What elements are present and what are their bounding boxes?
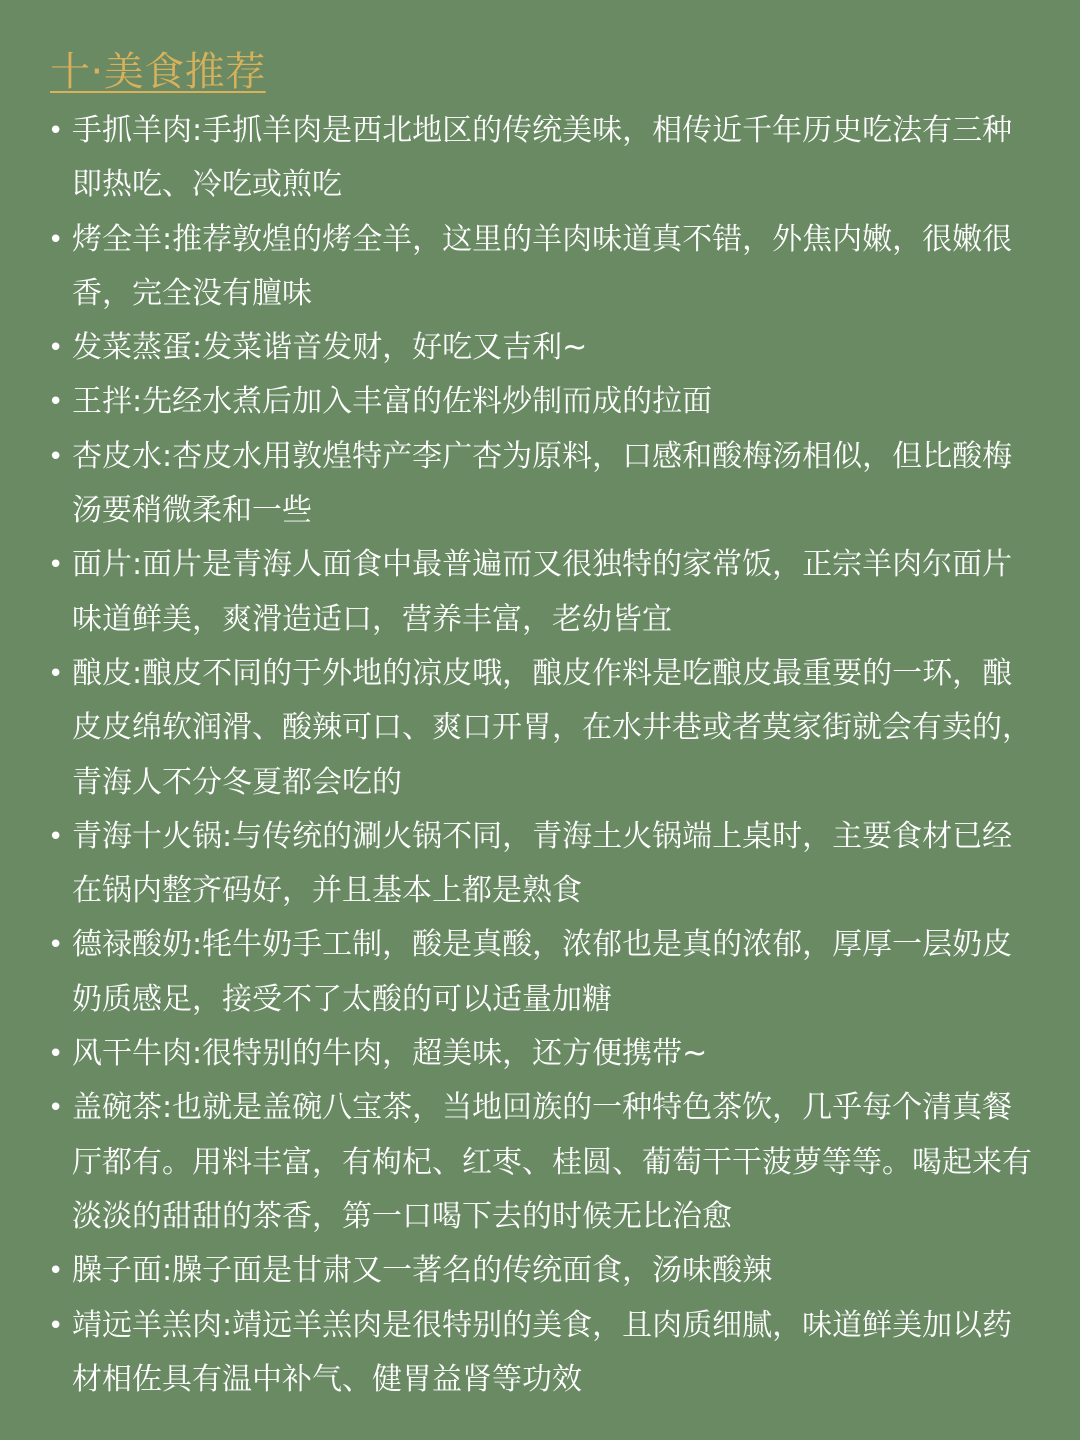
list-item	[48, 1081, 1040, 1244]
list-item-text: 面片:面片是青海人面食中最普遍而又很独特的家常饭，正宗羊肉尔面片味道鲜美，爽滑造适口，营养丰富，老幼皆宜	[72, 547, 1013, 637]
list-item	[48, 321, 1040, 375]
bullet-icon: •	[48, 1093, 64, 1124]
list-item-text: 手抓羊肉:手抓羊肉是西北地区的传统美味，相传近千年历史吃法有三种即热吃、冷吃或煎吃	[72, 113, 1013, 203]
list-item-text: 靖远羊羔肉:靖远羊羔肉是很特别的美食，且肉质细腻，味道鲜美加以药材相佐具有温中补气、健胃益肾等功效	[72, 1307, 1013, 1397]
list-item-text: 烤全羊:推荐敦煌的烤全羊，这里的羊肉味道真不错，外焦内嫩，很嫩很香，完全没有膻味	[72, 221, 1013, 311]
list-item	[48, 647, 1040, 810]
bullet-icon: •	[48, 930, 64, 961]
list-item-text: 盖碗茶:也就是盖碗八宝茶，当地回族的一种特色茶饮，几乎每个清真餐厅都有。用料丰富，有枸杞、红枣、桂圆、葡萄干干菠萝等等。喝起来有淡淡的甜甜的茶香，第一口喝下去的时候无比治愈	[72, 1090, 1032, 1234]
bullet-icon: •	[48, 1256, 64, 1287]
list-item	[48, 375, 1040, 429]
list-item-text: 臊子面:臊子面是甘肃又一著名的传统面食，汤味酸辣	[72, 1253, 773, 1289]
list-item-text: 王拌:先经水煮后加入丰富的佐料炒制而成的拉面	[72, 384, 713, 420]
bullet-icon: •	[48, 441, 64, 472]
list-item-text: 杏皮水:杏皮水用敦煌特产李广杏为原料，口感和酸梅汤相似，但比酸梅汤要稍微柔和一些	[72, 438, 1013, 529]
bullet-icon: •	[48, 1310, 64, 1341]
list-item-text: 酿皮:酿皮不同的于外地的凉皮哦，酿皮作料是吃酿皮最重要的一环，酿皮皮绵软润滑、酸辣可口、爽口开胃，在水井巷或者莫家街就会有卖的，青海人不分冬夏都会吃的	[72, 655, 1032, 800]
list-item	[48, 213, 1040, 322]
list-item	[48, 810, 1040, 919]
bullet-icon: •	[48, 550, 64, 581]
list-item	[48, 918, 1040, 1027]
bullet-icon: •	[48, 1039, 64, 1070]
list-item	[48, 430, 1040, 539]
bullet-icon: •	[48, 821, 64, 852]
list-item	[48, 1027, 1040, 1081]
list-item-text: 青海十火锅:与传统的涮火锅不同，青海土火锅端上桌时，主要食材已经在锅内整齐码好，并且基本上都是熟食	[72, 818, 1013, 909]
list-item-text: 发菜蒸蛋:发菜谐音发财，好吃又吉利~	[72, 330, 588, 366]
bullet-icon: •	[48, 658, 64, 689]
food-list	[48, 104, 1040, 1407]
list-item	[48, 538, 1040, 647]
bullet-icon: •	[48, 224, 64, 255]
section-title: 十·美食推荐	[50, 49, 266, 95]
list-item	[48, 104, 1040, 213]
bullet-icon: •	[48, 387, 64, 418]
list-item-text: 德禄酸奶:牦牛奶手工制，酸是真酸，浓郁也是真的浓郁，厚厚一层奶皮奶质感足，接受不了太酸的可以适量加糖	[72, 927, 1013, 1017]
bullet-icon: •	[48, 116, 64, 146]
list-item	[48, 1299, 1040, 1408]
list-item-text: 风干牛肉:很特别的牛肉，超美味，还方便携带~	[72, 1036, 708, 1072]
bullet-icon: •	[48, 333, 64, 364]
list-item	[48, 1244, 1040, 1298]
